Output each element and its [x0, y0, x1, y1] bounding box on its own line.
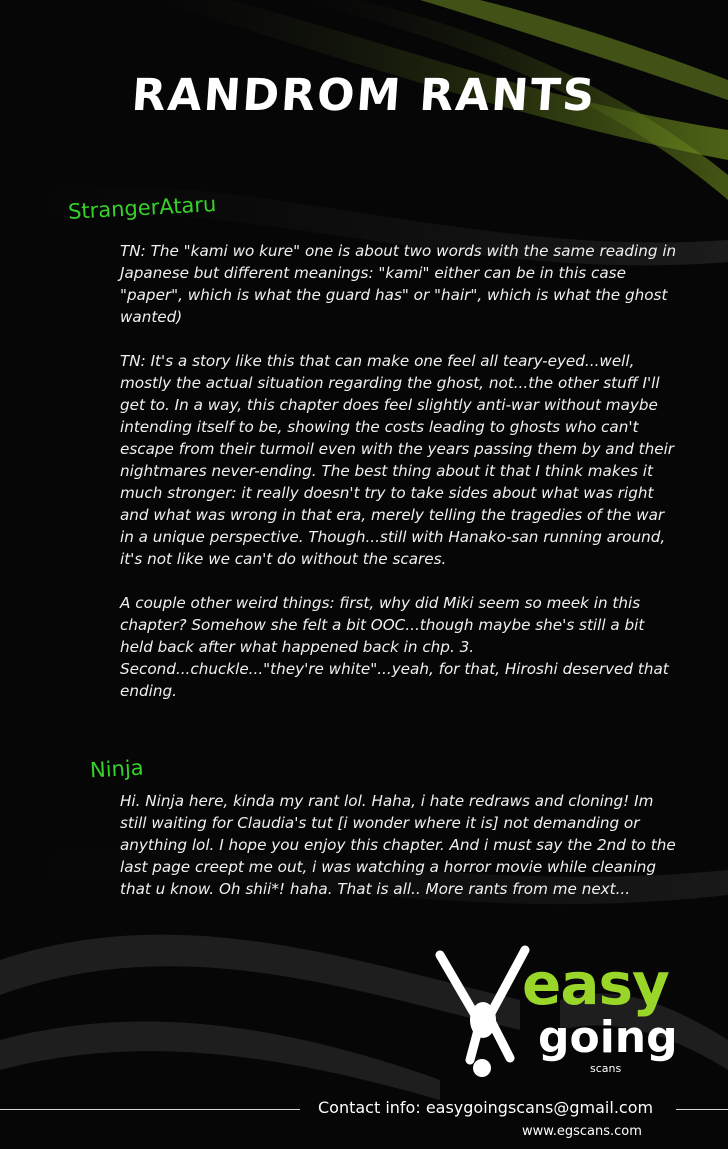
rant-paragraph: TN: The "kami wo kure" one is about two words with the same reading in Japanese but different meanings: "kami" either can be in this case "paper", which is what the guard has" or "hair", which is what the ghost wanted) [120, 242, 677, 326]
rant-paragraph: A couple other weird things: first, why did Miki seem so meek in this chapter? Somehow she felt a bit OOC...though maybe she's still a bit held back after what happened back in chp. 3. Second...chuckle..."they're white"...yeah, for that, Hiroshi deserved that ending. [120, 594, 669, 700]
contact-info: Contact info: easygoingscans@gmail.com [318, 1098, 654, 1117]
website-link[interactable]: www.egscans.com [522, 1124, 642, 1139]
logo-easy-text: easy [522, 950, 669, 1018]
rant-paragraph: Hi. Ninja here, kinda my rant lol. Haha, i hate redraws and cloning! Im still waiting for Claudia's tut [i wonder where it is] not demanding or anything lol. I hope you enjoy this chapter. And i must say the 2nd to the last page creept me out, i was watching a horror movie while cleaning that u know. Oh shii*! haha. That is all.. More rants from me next... [120, 792, 676, 898]
author-name: Ninja [89, 755, 145, 783]
easygoing-logo [430, 930, 678, 1080]
footer-divider [676, 1109, 728, 1110]
rant-block-ninja [120, 790, 680, 922]
page-title: RANDROM RANTS [130, 70, 598, 121]
author-name: StrangerAtaru [67, 192, 217, 224]
logo-going-text: going [538, 1012, 678, 1063]
logo-scans-text: scans [590, 1062, 622, 1075]
footer-divider [0, 1109, 300, 1110]
rant-paragraph: TN: It's a story like this that can make one feel all teary-eyed...well, mostly the actual situation regarding the ghost, not...the other stuff I'll get to. In a way, this chapter does feel slightly anti-war without maybe intending itself to be, showing the costs leading to ghosts who can't escape from their turmoil even with the years passing them by and their nightmares never-ending. The best thing about it that I think makes it much stronger: it really doesn't try to take sides about what was right and what was wrong in that era, merely telling the tragedies of the war in a unique perspective. Though...still with Hanako-san running around, it's not like we can't do without the scares. [120, 352, 675, 568]
rant-block-strangerataru [120, 240, 680, 724]
